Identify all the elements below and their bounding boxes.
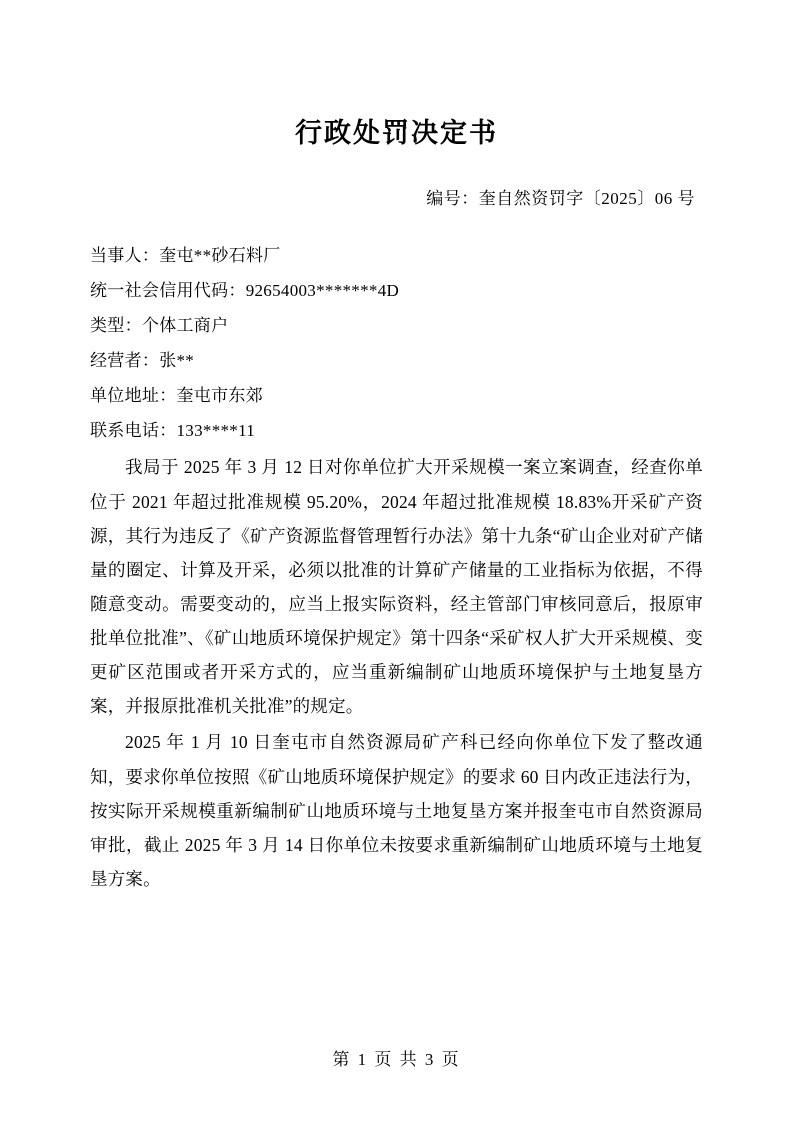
party-line-name: 当事人：奎屯**砂石料厂 xyxy=(90,246,281,266)
party-line-address: 单位地址：奎屯市东郊 xyxy=(90,385,263,405)
page-footer: 第 1 页 共 3 页 xyxy=(332,1050,461,1069)
party-line-type: 类型：个体工商户 xyxy=(90,316,229,336)
party-line-operator: 经营者：张** xyxy=(90,350,195,370)
party-information xyxy=(90,239,703,448)
party-line-credit-code: 统一社会信用代码：92654003*******4D xyxy=(90,281,400,301)
party-line-phone: 联系电话：133****11 xyxy=(90,420,256,440)
document-number: 编号：奎自然资罚字〔2025〕06 号 xyxy=(426,189,695,209)
page-title: 行政处罚决定书 xyxy=(295,118,498,149)
body-paragraph-2: 2025 年 1 月 10 日奎屯市自然资源局矿产科已经向你单位下发了整改通知，要求你单位按照《矿山地质环境保护规定》的要求 60 日内改正违法行为，按实际开采规模重新编制矿山地质环境与土地复垦方案并报奎屯市自然资源局审批，截止 2025 年 3 月 14 日你单位未按要求重新编制矿山地质环境与土地复垦方案。 xyxy=(90,732,703,889)
body-paragraph-1: 我局于 2025 年 3 月 12 日对你单位扩大开采规模一案立案调查，经查你单位于 2021 年超过批准规模 95.20%，2024 年超过批准规模 18.83%开采矿产资源，其行为违反了《矿产资源监督管理暂行办法》第十九条“矿山企业对矿产储量的圈定、计算及开采，必须以批准的计算矿产储量的工业指标为依据，不得随意变动。需要变动的，应当上报实际资料，经主管部门审核同意后，报原审批单位批准”、《矿山地质环境保护规定》第十四条“采矿权人扩大开采规模、变更矿区范围或者开采方式的，应当重新编制矿山地质环境保护与土地复垦方案，并报原批准机关批准”的规定。 xyxy=(90,457,703,717)
